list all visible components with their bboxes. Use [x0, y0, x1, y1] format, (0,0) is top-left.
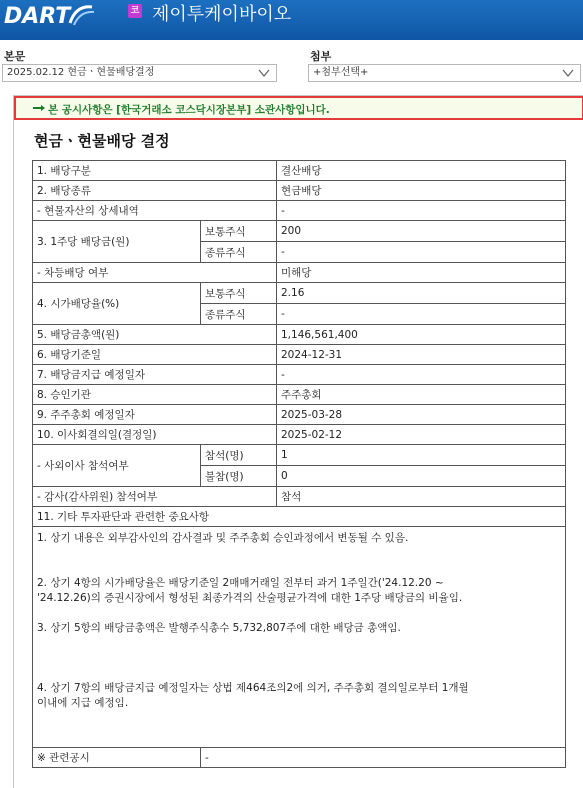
row-value: - [201, 748, 566, 768]
note-line: '24.12.26)의 증권시장에서 형성된 최종가격의 산술평균가격에 대한 1주당 배당금의 비율임. [37, 592, 463, 604]
row-label: - 차등배당 여부 [33, 263, 277, 283]
row-value: 1 [277, 445, 566, 466]
logo-swoosh-icon [66, 3, 96, 27]
company-name: 제이투케이바이오 [152, 4, 292, 25]
row-value: 2025-02-12 [277, 425, 566, 445]
table-row [33, 345, 566, 365]
row-value: 2025-03-28 [277, 405, 566, 425]
attach-select[interactable] [308, 64, 581, 82]
attach-select-value: +첨부선택+ [313, 67, 369, 78]
row-label: - 현물자산의 상세내역 [33, 201, 277, 221]
row-label: - 감사(감사위원) 참석여부 [33, 487, 277, 507]
row-label: 10. 이사회결의일(결정일) [33, 425, 277, 445]
row-value: 2024-12-31 [277, 345, 566, 365]
row-label: 2. 배당종류 [33, 181, 277, 201]
table-row [33, 263, 566, 283]
row-value: 결산배당 [277, 161, 566, 181]
note-line: 2. 상기 4항의 시가배당율은 배당기준일 2매매거래일 전부터 과거 1주일간('24.12.20 ~ [37, 577, 444, 589]
chevron-down-icon [562, 68, 574, 78]
row-value: 현금배당 [277, 181, 566, 201]
note-line: 이내에 지급 예정임. [37, 697, 129, 709]
row-value: - [277, 365, 566, 385]
row-label: ※ 관련공시 [33, 748, 201, 768]
chevron-down-icon [258, 68, 270, 78]
table-row [33, 507, 566, 527]
note-line: 3. 상기 5항의 배당금총액은 발행주식총수 5,732,807주에 대한 배당금 총액임. [37, 622, 401, 634]
row-label: 3. 1주당 배당금(원) [33, 221, 201, 263]
row-value: 0 [277, 466, 566, 487]
note-line: 4. 상기 7항의 배당금지급 예정일자는 상법 제464조의2에 의거, 주주총회 결의일로부터 1개월 [37, 682, 469, 694]
row-value: - [277, 201, 566, 221]
table-row [33, 283, 566, 304]
row-label: 7. 배당금지급 예정일자 [33, 365, 277, 385]
row-value: 1,146,561,400 [277, 325, 566, 345]
row-value: 2.16 [277, 283, 566, 304]
app-header [0, 0, 583, 40]
document-title: 현금ㆍ현물배당 결정 [34, 132, 170, 150]
row-label: 5. 배당금총액(원) [33, 325, 277, 345]
row-value: 200 [277, 221, 566, 242]
notice-text: 본 공시사항은 [한국거래소 코스닥시장본부] 소관사항입니다. [48, 104, 330, 116]
table-row [33, 405, 566, 425]
row-sub-label: 종류주식 [201, 242, 277, 263]
row-label: 1. 배당구분 [33, 161, 277, 181]
dart-logo[interactable]: DART [4, 4, 71, 29]
document-panel [13, 95, 583, 788]
row-sub-label: 보통주식 [201, 283, 277, 304]
notice-banner [14, 96, 583, 120]
table-row [33, 385, 566, 405]
table-row [33, 201, 566, 221]
pointing-hand-icon [32, 102, 46, 114]
row-value: - [277, 304, 566, 325]
row-label: 4. 시가배당율(%) [33, 283, 201, 325]
row-value: 미해당 [277, 263, 566, 283]
table-row [33, 181, 566, 201]
row-label: 11. 기타 투자판단과 관련한 중요사항 [33, 507, 566, 527]
table-row [33, 325, 566, 345]
row-label: 9. 주주총회 예정일자 [33, 405, 277, 425]
table-row [33, 365, 566, 385]
table-row [33, 487, 566, 507]
table-row [33, 527, 566, 748]
row-sub-label: 불참(명) [201, 466, 277, 487]
note-line: 1. 상기 내용은 외부감사인의 감사결과 및 주주총회 승인과정에서 변동될 수 있음. [37, 532, 409, 544]
table-row [33, 221, 566, 242]
body-select[interactable] [2, 64, 277, 82]
body-select-label: 본문 [4, 50, 26, 63]
disclosure-table [32, 160, 566, 768]
row-sub-label: 종류주식 [201, 304, 277, 325]
table-row [33, 425, 566, 445]
row-value: 주주총회 [277, 385, 566, 405]
row-label: 8. 승인기관 [33, 385, 277, 405]
row-value: 참석 [277, 487, 566, 507]
row-sub-label: 참석(명) [201, 445, 277, 466]
market-badge: 코 [128, 4, 142, 18]
attach-select-label: 첨부 [310, 50, 332, 63]
row-label: 6. 배당기준일 [33, 345, 277, 365]
body-select-value: 2025.02.12 현금ㆍ현물배당결정 [7, 67, 155, 78]
notes-cell [33, 527, 566, 748]
row-label: - 사외이사 참석여부 [33, 445, 201, 487]
row-value: - [277, 242, 566, 263]
table-row [33, 161, 566, 181]
table-row [33, 748, 566, 768]
table-row [33, 445, 566, 466]
row-sub-label: 보통주식 [201, 221, 277, 242]
